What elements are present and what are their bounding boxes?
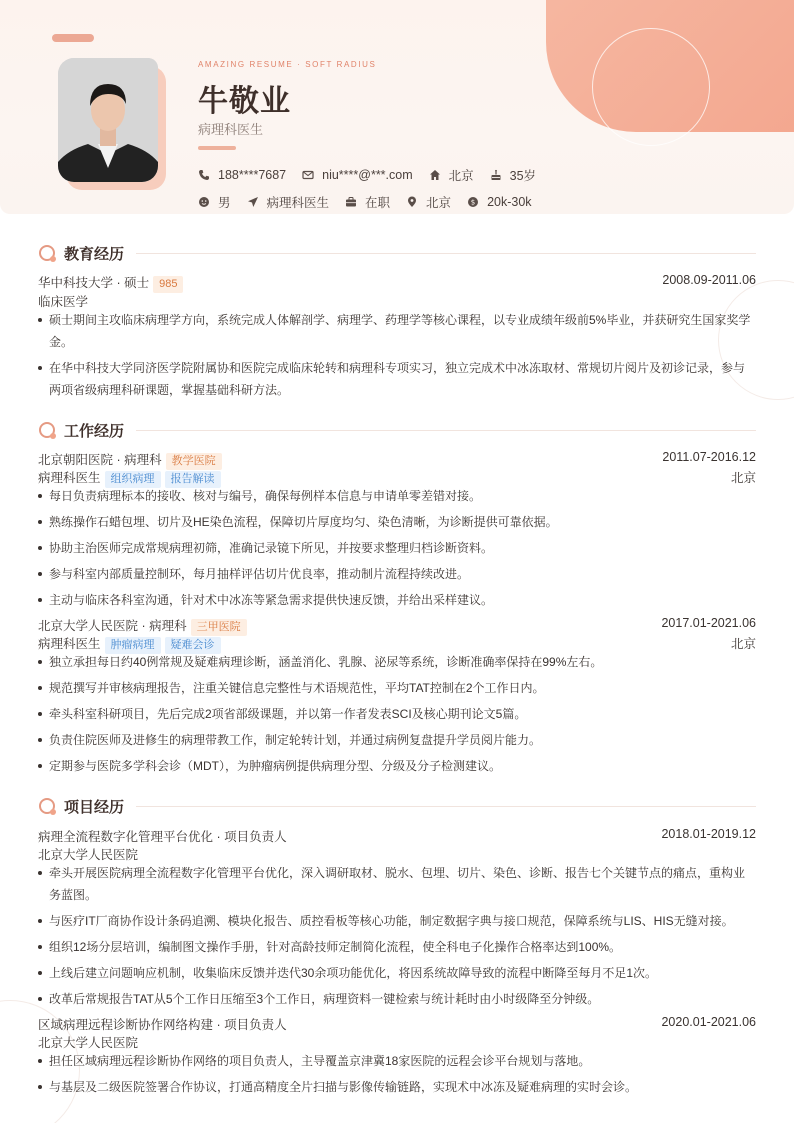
info-city	[429, 166, 474, 184]
city-text: 北京	[448, 169, 474, 183]
section-title: 教育经历	[64, 246, 125, 263]
school-name: 华中科技大学 · 硕士	[38, 276, 150, 290]
section-divider	[136, 430, 756, 431]
education-major: 临床医学	[38, 295, 89, 309]
list-item: 参与科室内部质量控制环，每月抽样评估切片优良率，推动制片流程持续改进。	[38, 563, 756, 585]
info-age	[490, 166, 536, 184]
info-status	[345, 193, 390, 211]
section-work-header	[38, 420, 756, 441]
candidate-name: 牛敬业	[198, 85, 291, 118]
age-text: 35岁	[509, 169, 537, 183]
list-item: 规范撰写并审核病理报告，注重关键信息完整性与术语规范性，平均TAT控制在2个工作日内。	[38, 677, 756, 699]
salary-text: 20k-30k	[487, 195, 532, 209]
target-role-text: 病理科医生	[266, 196, 330, 210]
work-position: 病理科医生	[38, 471, 101, 485]
project-org: 北京大学人民医院	[38, 848, 139, 862]
list-item: 定期参与医院多学科会诊（MDT），为肿瘤病例提供病理分型、分级及分子检测建议。	[38, 755, 756, 777]
work-location: 北京	[730, 637, 756, 651]
send-icon	[247, 196, 259, 208]
info-target-role	[247, 193, 330, 211]
resume-tagline: AMAZING RESUME · SOFT RADIUS	[198, 60, 377, 69]
list-item: 独立承担每日约40例常规及疑难病理诊断，涵盖消化、乳腺、泌尿等系统，诊断准确率保持在99%左右。	[38, 651, 756, 673]
list-item: 在华中科技大学同济医学院附属协和医院完成临床轮转和病理科专项实习，独立完成术中冰冻取材、常规切片阅片及初诊记录，参与两项省级病理科研课题，掌握基础科研方法。	[38, 357, 756, 401]
project-entry-header	[38, 827, 756, 845]
list-item: 担任区域病理远程诊断协作网络的项目负责人，主导覆盖京津冀18家医院的远程会诊平台规划与落地。	[38, 1050, 756, 1072]
salary-icon	[467, 196, 479, 208]
status-text: 在职	[365, 196, 391, 210]
org-tag: 教学医院	[166, 453, 222, 470]
project-date: 2020.01-2021.06	[661, 1015, 756, 1029]
project-date: 2018.01-2019.12	[661, 827, 756, 841]
project-name: 病理全流程数字化管理平台优化 · 项目负责人	[38, 830, 287, 844]
mail-icon	[302, 169, 314, 181]
work-date: 2017.01-2021.06	[661, 616, 756, 630]
work-location: 北京	[730, 471, 756, 485]
work-org: 北京大学人民医院 · 病理科	[38, 619, 187, 633]
avatar-portrait-icon	[58, 58, 158, 182]
resume-header	[0, 0, 794, 214]
skill-tag: 肿瘤病理	[105, 637, 161, 654]
cake-icon	[490, 169, 502, 181]
header-decorative-bar	[52, 34, 94, 42]
work-org: 北京朝阳医院 · 病理科	[38, 453, 162, 467]
info-location	[406, 193, 451, 211]
project-entry-header	[38, 1015, 756, 1033]
header-decorative-ring	[592, 28, 710, 146]
info-email	[302, 168, 413, 182]
section-badge-icon	[38, 421, 58, 441]
role-underline	[198, 146, 236, 150]
svg-text:$: $	[470, 198, 476, 207]
project-org: 北京大学人民医院	[38, 1036, 139, 1050]
gender-icon	[198, 196, 210, 208]
email-text: niu****@***.com	[322, 168, 413, 182]
home-icon	[429, 169, 441, 181]
list-item: 负责住院医师及进修生的病理带教工作，制定轮转计划，并通过病例复盘提升学员阅片能力。	[38, 729, 756, 751]
work-entry-header	[38, 450, 756, 470]
project-name: 区域病理远程诊断协作网络构建 · 项目负责人	[38, 1018, 287, 1032]
list-item: 牵头科室科研项目，先后完成2项省部级课题，并以第一作者发表SCI及核心期刊论文5篇。	[38, 703, 756, 725]
avatar	[58, 58, 158, 182]
phone-icon	[198, 169, 210, 181]
section-title: 项目经历	[64, 799, 125, 816]
candidate-role: 病理科医生	[198, 122, 264, 137]
location-text: 北京	[426, 196, 452, 210]
profile-info-row	[198, 193, 548, 211]
info-phone	[198, 168, 286, 182]
education-date: 2008.09-2011.06	[662, 273, 756, 287]
list-item: 硕士期间主攻临床病理学方向，系统完成人体解剖学、病理学、药理学等核心课程，以专业成绩年级前5%毕业，并获研究生国家奖学金。	[38, 309, 756, 353]
section-projects-header	[38, 796, 756, 817]
section-badge-icon	[38, 797, 58, 817]
work-entry-header	[38, 616, 756, 636]
list-item: 上线后建立问题响应机制，收集临床反馈并迭代30余项功能优化，将因系统故障导致的流程中断降至每月不足1次。	[38, 962, 756, 984]
list-item: 协助主治医师完成常规病理初筛，准确记录镜下所见，并按要求整理归档诊断资料。	[38, 537, 756, 559]
list-item: 改革后常规报告TAT从5个工作日压缩至3个工作日，病理资料一键检索与统计耗时由小时级降至分钟级。	[38, 988, 756, 1010]
section-divider	[136, 806, 756, 807]
phone-text: 188****7687	[218, 168, 287, 182]
info-gender	[198, 193, 231, 211]
list-item: 与医疗IT厂商协作设计条码追溯、模块化报告、质控看板等核心功能，制定数据字典与接口规范，保障系统与LIS、HIS无缝对接。	[38, 910, 756, 932]
info-salary	[467, 195, 531, 209]
skill-tag: 疑难会诊	[165, 637, 221, 654]
list-item: 与基层及二级医院签署合作协议，打通高精度全片扫描与影像传输链路，实现术中冰冻及疑难病理的实时会诊。	[38, 1076, 756, 1098]
education-entry-header	[38, 273, 756, 293]
section-education-header	[38, 243, 756, 264]
skill-tag: 组织病理	[105, 471, 161, 488]
list-item: 每日负责病理标本的接收、核对与编号，确保每例样本信息与申请单零差错对接。	[38, 485, 756, 507]
section-badge-icon	[38, 244, 58, 264]
org-tag: 三甲医院	[191, 619, 247, 636]
section-title: 工作经历	[64, 423, 125, 440]
work-date: 2011.07-2016.12	[662, 450, 756, 464]
school-tag: 985	[153, 276, 183, 293]
list-item: 主动与临床各科室沟通，针对术中冰冻等紧急需求提供快速反馈，并给出采样建议。	[38, 589, 756, 611]
skill-tag: 报告解读	[165, 471, 221, 488]
list-item: 组织12场分层培训，编制图文操作手册，针对高龄技师定制简化流程，使全科电子化操作合格率达到100%。	[38, 936, 756, 958]
list-item: 牵头开展医院病理全流程数字化管理平台优化，深入调研取材、脱水、包埋、切片、染色、诊断、报告七个关键节点的痛点，重构业务蓝图。	[38, 862, 756, 906]
location-icon	[406, 196, 418, 208]
gender-text: 男	[218, 196, 231, 210]
work-position: 病理科医生	[38, 637, 101, 651]
section-divider	[136, 253, 756, 254]
contact-info-row	[198, 166, 552, 184]
list-item: 熟练操作石蜡包埋、切片及HE染色流程，保障切片厚度均匀、染色清晰，为诊断提供可靠依据。	[38, 511, 756, 533]
briefcase-icon	[345, 196, 357, 208]
